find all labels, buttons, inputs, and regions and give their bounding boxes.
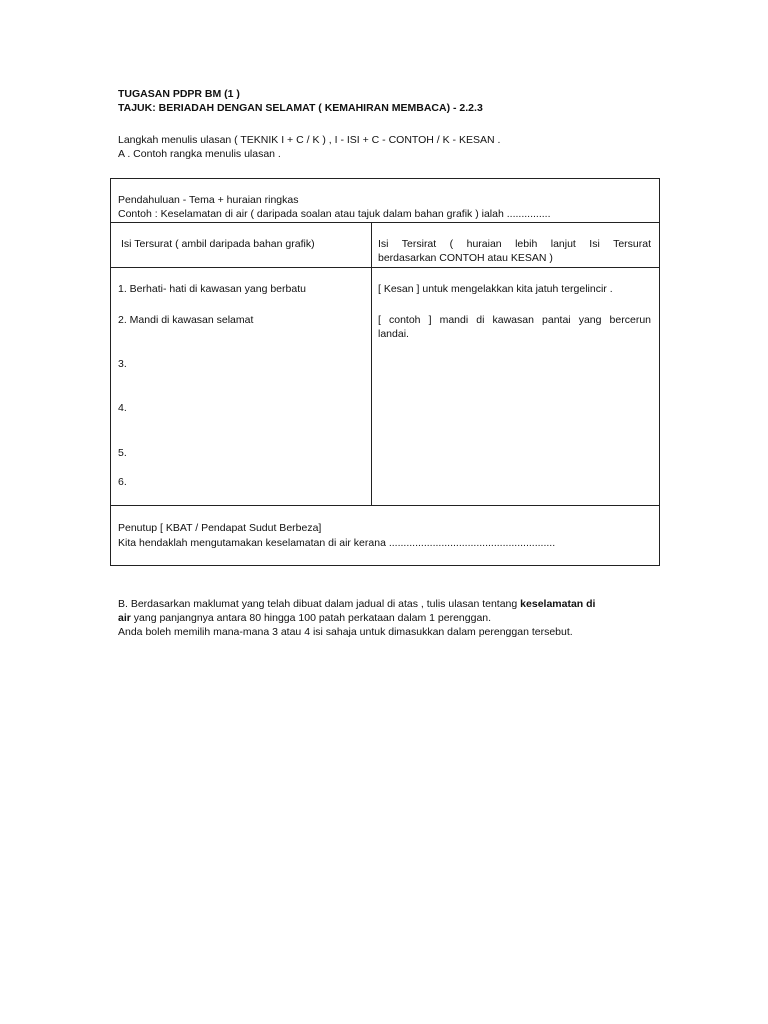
explicit-points-header: Isi Tersurat ( ambil daripada bahan grafik) xyxy=(121,238,315,250)
part-b-emphasis: keselamatan di xyxy=(520,598,596,610)
topic-title: TAJUK: BERIADAH DENGAN SELAMAT ( KEMAHIRAN MEMBACA) - 2.2.3 xyxy=(118,102,483,114)
implicit-points-header-line1: Isi Tersirat ( huraian lebih lanjut Isi Tersurat xyxy=(378,238,651,250)
introduction-example: Contoh : Keselamatan di air ( daripada soalan atau tajuk dalam bahan grafik ) ialah ............... xyxy=(118,208,551,220)
part-a-label: A . Contoh rangka menulis ulasan . xyxy=(118,148,281,160)
explicit-point-5: 5. xyxy=(118,447,127,459)
column-divider xyxy=(371,222,372,505)
part-b-emphasis: air xyxy=(118,612,131,624)
part-b-instruction-line3: Anda boleh memilih mana-mana 3 atau 4 isi sahaja untuk dimasukkan dalam perenggan tersebut. xyxy=(118,626,573,638)
closing-label: Penutup [ KBAT / Pendapat Sudut Berbeza] xyxy=(118,522,322,534)
part-b-instruction-line2 xyxy=(118,611,491,625)
explicit-point-3: 3. xyxy=(118,358,127,370)
row-divider xyxy=(110,222,659,223)
implicit-point-2-line1: [ contoh ] mandi di kawasan pantai yang bercerun xyxy=(378,314,651,326)
part-b-text: B. Berdasarkan maklumat yang telah dibuat dalam jadual di atas , tulis ulasan tentang xyxy=(118,598,521,610)
explicit-point-6: 6. xyxy=(118,476,127,488)
implicit-point-2-line2: landai. xyxy=(378,328,409,340)
explicit-point-1: 1. Berhati- hati di kawasan yang berbatu xyxy=(118,283,306,295)
writing-steps: Langkah menulis ulasan ( TEKNIK I + C / K ) , I - ISI + C - CONTOH / K - KESAN . xyxy=(118,134,501,146)
row-divider xyxy=(110,267,659,268)
implicit-points-header-line2: berdasarkan CONTOH atau KESAN ) xyxy=(378,252,553,264)
part-b-text: yang panjangnya antara 80 hingga 100 patah perkataan dalam 1 perenggan. xyxy=(130,612,492,624)
explicit-point-2: 2. Mandi di kawasan selamat xyxy=(118,314,254,326)
introduction-label: Pendahuluan - Tema + huraian ringkas xyxy=(118,194,299,206)
closing-text: Kita hendaklah mengutamakan keselamatan di air kerana ......................................................... xyxy=(118,537,556,549)
assignment-title: TUGASAN PDPR BM (1 ) xyxy=(118,88,240,100)
explicit-point-4: 4. xyxy=(118,402,127,414)
implicit-point-1: [ Kesan ] untuk mengelakkan kita jatuh tergelincir . xyxy=(378,283,613,295)
row-divider xyxy=(110,505,659,506)
part-b-instruction-line1 xyxy=(118,597,595,611)
